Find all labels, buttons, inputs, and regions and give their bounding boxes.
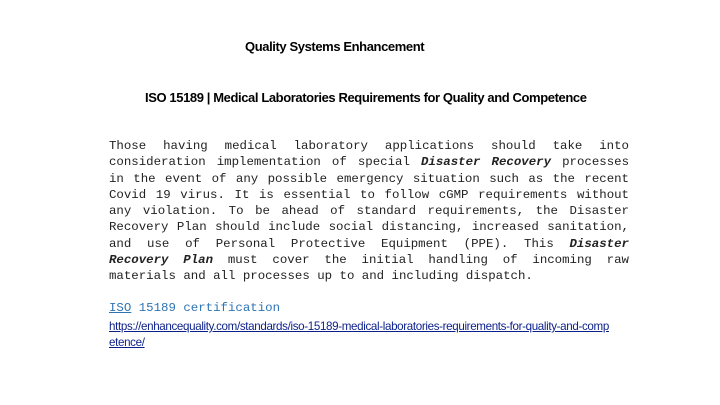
body-paragraph xyxy=(109,138,629,285)
page-subtitle: ISO 15189 | Medical Laboratories Requirements for Quality and Competence xyxy=(145,90,587,105)
paragraph-text-3: must cover the initial handling of incoming raw materials and all processes up to and including dispatch. xyxy=(109,253,629,284)
emphasis-disaster-recovery-plan: Disaster Recovery Plan xyxy=(109,236,629,268)
paragraph-text-1: Those having medical laboratory applications should take into consideration implementation of special xyxy=(109,139,629,170)
iso-link[interactable]: ISO xyxy=(109,301,132,315)
page-title: Quality Systems Enhancement xyxy=(245,39,425,54)
paragraph-text-2: processes in the event of any possible emergency situation such as the recent Covid 19 virus. It is essential to follow cGMP requirements without any violation. To be ahead of standard requirements, the Disaster Recovery Plan should include social distancing, increased sanitation, and use of Personal Protective Equipment (PPE). This xyxy=(109,155,630,251)
certification-text: 15189 certification xyxy=(131,301,281,315)
certification-line xyxy=(109,300,280,316)
emphasis-disaster-recovery: Disaster Recovery xyxy=(420,155,552,170)
source-url-link[interactable]: https://enhancequality.com/standards/iso-15189-medical-laboratories-requirements-for-quality-and-competence/ xyxy=(109,320,609,349)
